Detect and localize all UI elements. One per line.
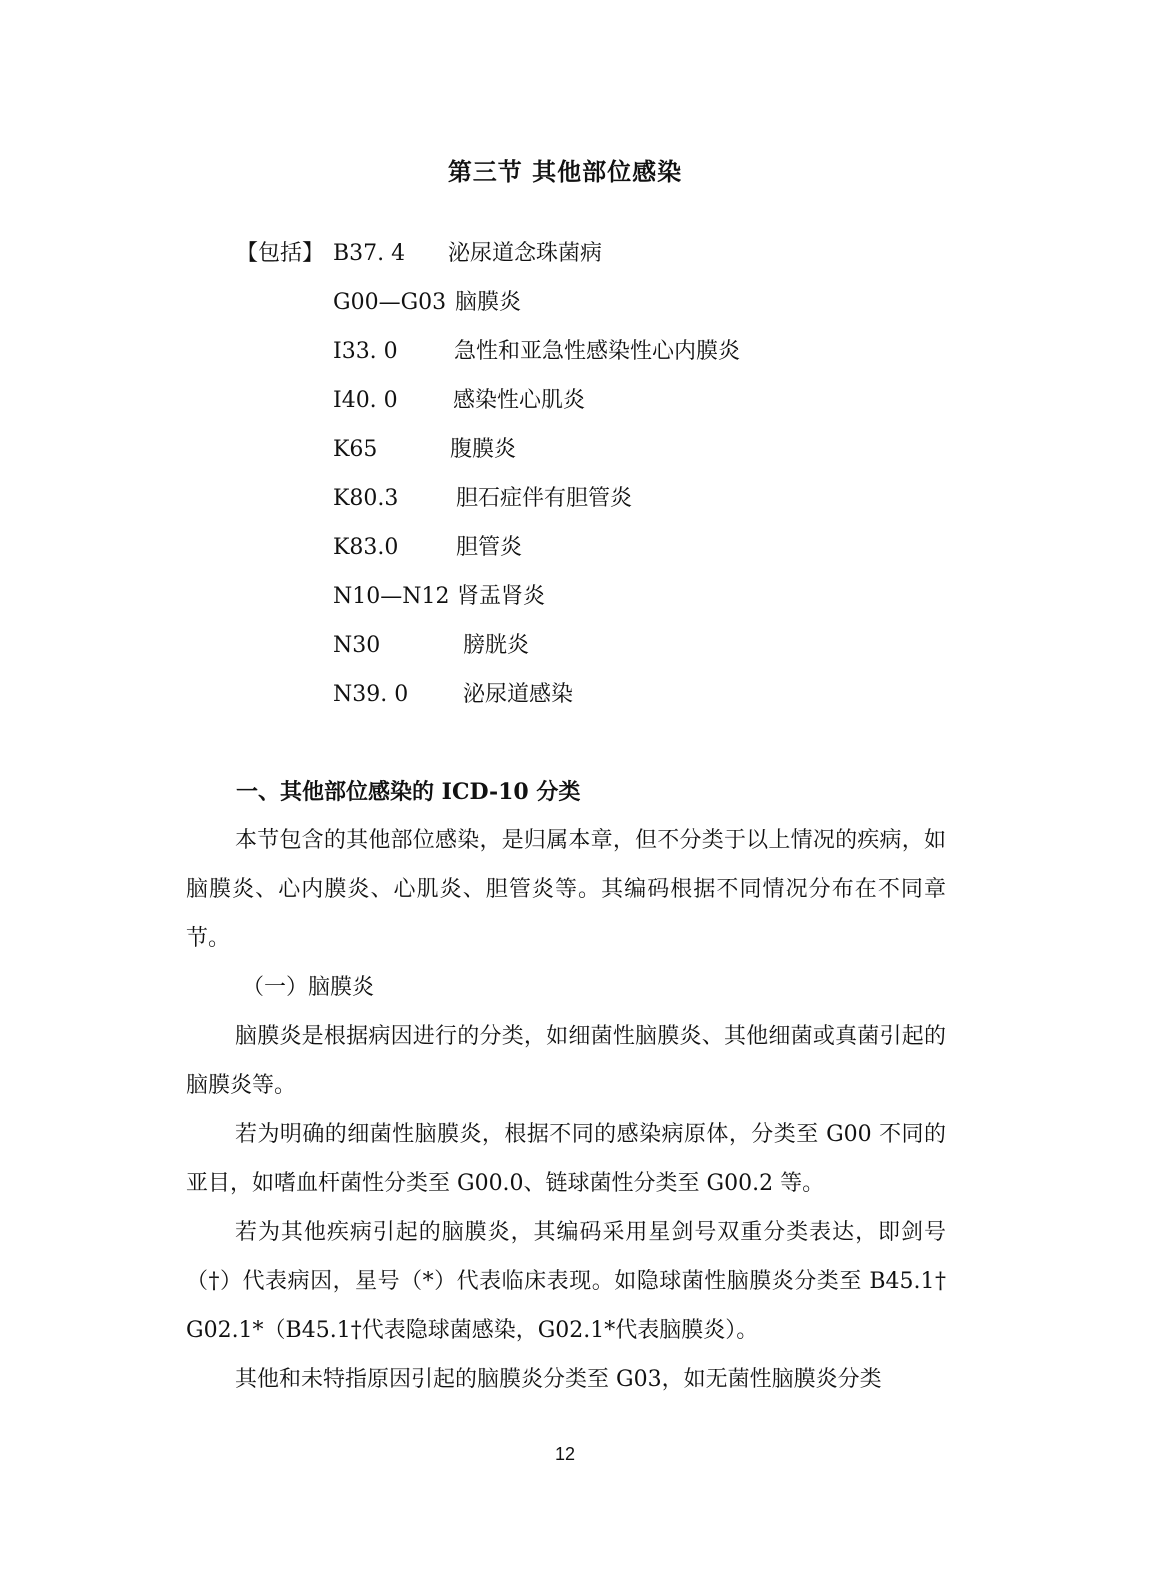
body-text (186, 816, 946, 1404)
disease-name: 泌尿道感染 (463, 682, 574, 707)
disease-name: 急性和亚急性感染性心内膜炎 (454, 339, 741, 364)
paragraph: 本节包含的其他部位感染，是归属本章，但不分类于以上情况的疾病，如脑膜炎、心内膜炎、心肌炎、胆管炎等。其编码根据不同情况分布在不同章节。 (186, 828, 946, 951)
disease-name: 肾盂肾炎 (457, 584, 546, 609)
include-row (236, 379, 936, 428)
disease-name: 腹膜炎 (450, 437, 517, 462)
includes-prefix: 【包括】 (236, 241, 325, 266)
disease-name: 泌尿道念珠菌病 (448, 241, 603, 266)
include-row (236, 575, 936, 624)
icd-code: N30 (333, 633, 381, 658)
include-row (236, 281, 936, 330)
disease-name: 膀胱炎 (463, 633, 530, 658)
include-row (236, 232, 936, 281)
paragraph: 若为其他疾病引起的脑膜炎，其编码采用星剑号双重分类表达，即剑号（†）代表病因，星号（*）代表临床表现。如隐球菌性脑膜炎分类至 B45.1† G02.1*（B45.1†代表隐球菌感染，G02.1*代表脑膜炎）。 (186, 1220, 946, 1343)
include-row (236, 477, 936, 526)
icd-code: N10—N12 (333, 584, 450, 609)
paragraph: 其他和未特指原因引起的脑膜炎分类至 G03，如无菌性脑膜炎分类 (235, 1367, 882, 1392)
disease-name: 胆管炎 (456, 535, 523, 560)
icd-code: N39. 0 (333, 682, 409, 707)
subsection-heading: 一、其他部位感染的 ICD-10 分类 (236, 779, 581, 805)
include-row (236, 673, 936, 722)
icd-code: I33. 0 (333, 339, 398, 364)
include-row (236, 330, 936, 379)
disease-name: 脑膜炎 (455, 290, 522, 315)
includes-list (236, 232, 936, 722)
include-row (236, 526, 936, 575)
disease-name: 感染性心肌炎 (453, 388, 586, 413)
paragraph: 若为明确的细菌性脑膜炎，根据不同的感染病原体，分类至 G00 不同的亚目，如嗜血杆菌性分类至 G00.0、链球菌性分类至 G00.2 等。 (186, 1122, 946, 1196)
include-row (236, 428, 936, 477)
page-number: 12 (554, 1444, 576, 1464)
disease-name: 胆石症伴有胆管炎 (456, 486, 633, 511)
icd-code: I40. 0 (333, 388, 398, 413)
section-title: 第三节 其他部位感染 (447, 157, 683, 186)
icd-code: G00—G03 (333, 290, 447, 315)
sub-heading: （一）脑膜炎 (242, 975, 375, 1000)
icd-code: K65 (333, 437, 378, 462)
icd-code: K80.3 (333, 486, 399, 511)
include-row (236, 624, 936, 673)
paragraph: 脑膜炎是根据病因进行的分类，如细菌性脑膜炎、其他细菌或真菌引起的脑膜炎等。 (186, 1024, 946, 1098)
icd-code: K83.0 (333, 535, 399, 560)
icd-code: B37. 4 (333, 241, 406, 266)
